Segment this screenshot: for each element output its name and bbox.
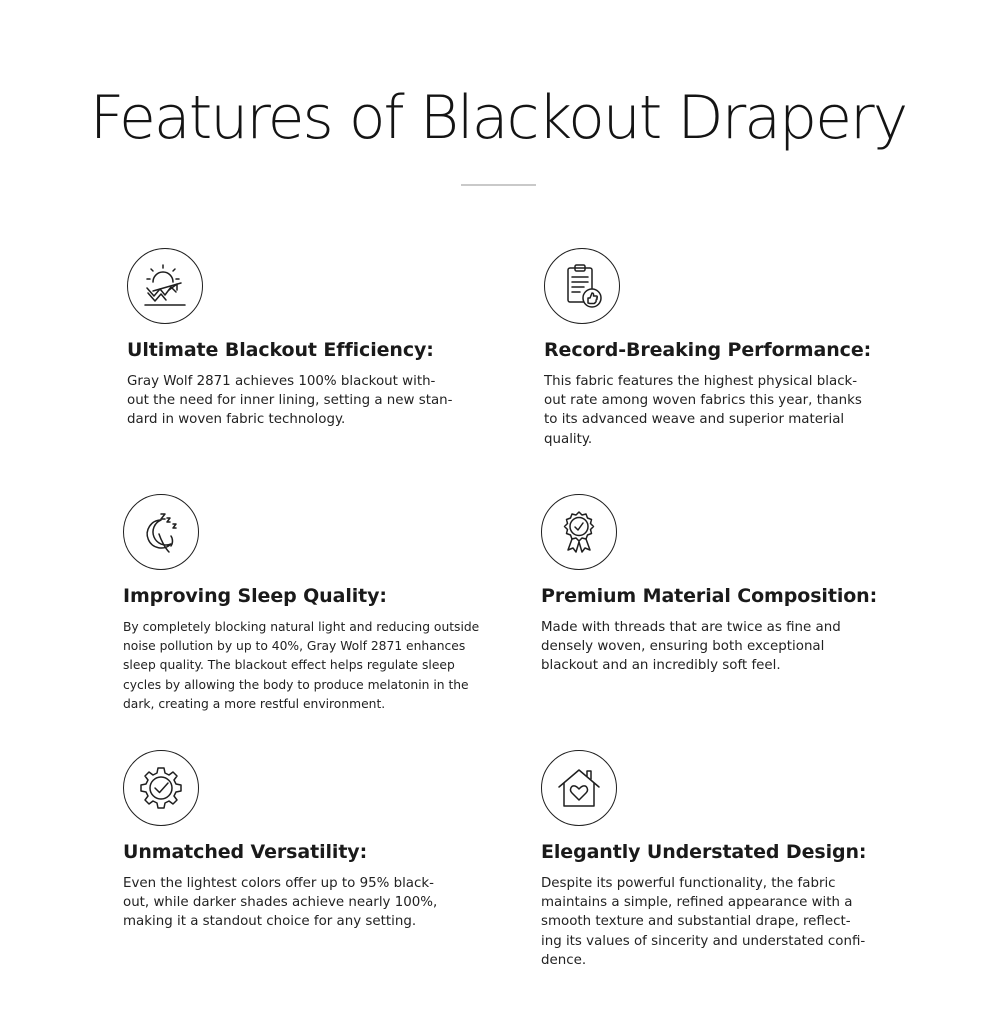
feature-blackout-efficiency: [127, 248, 497, 430]
feature-title: Elegantly Understated Design:: [541, 841, 867, 863]
title-divider: [461, 184, 536, 186]
feature-record-performance: [544, 248, 914, 449]
feature-understated-design: [541, 750, 911, 970]
feature-description: Despite its powerful functionality, the fabric maintains a simple, refined appearance with a smooth texture and substantial drape, reflect- ing its values of sincerity and understated confi- dence.: [541, 876, 866, 968]
feature-description: Made with threads that are twice as fine and densely woven, ensuring both exceptional blackout and an incredibly soft feel.: [541, 620, 841, 674]
feature-description: Even the lightest colors offer up to 95% black- out, while darker shades achieve nearly 100%, making it a standout choice for any setting.: [123, 876, 438, 930]
page-title: Features of Blackout Drapery: [89, 83, 907, 153]
home-heart-icon: [541, 750, 617, 826]
feature-title: Improving Sleep Quality:: [123, 585, 387, 607]
sun-blocked-icon: [127, 248, 203, 324]
gear-check-icon: [123, 750, 199, 826]
moon-sleep-icon: [123, 494, 199, 570]
feature-title: Premium Material Composition:: [541, 585, 878, 607]
clipboard-thumbs-up-icon: [544, 248, 620, 324]
award-badge-icon: [541, 494, 617, 570]
feature-description: This fabric features the highest physical black- out rate among woven fabrics this year, thanks to its advanced weave and superior material quality.: [544, 374, 862, 447]
feature-description: Gray Wolf 2871 achieves 100% blackout with- out the need for inner lining, setting a new stan- dard in woven fabric technology.: [127, 374, 453, 428]
feature-versatility: [123, 750, 493, 932]
feature-title: Ultimate Blackout Efficiency:: [127, 339, 434, 361]
feature-premium-material: [541, 494, 911, 676]
feature-title: Unmatched Versatility:: [123, 841, 368, 863]
feature-description: By completely blocking natural light and reducing outside noise pollution by up to 40%, Gray Wolf 2871 enhances sleep quality. The blackout effect helps regulate sleep cycles by allowing the body to produce melatonin in the dark, creating a more restful environment.: [123, 620, 480, 711]
feature-title: Record-Breaking Performance:: [544, 339, 872, 361]
feature-sleep-quality: [123, 494, 493, 714]
